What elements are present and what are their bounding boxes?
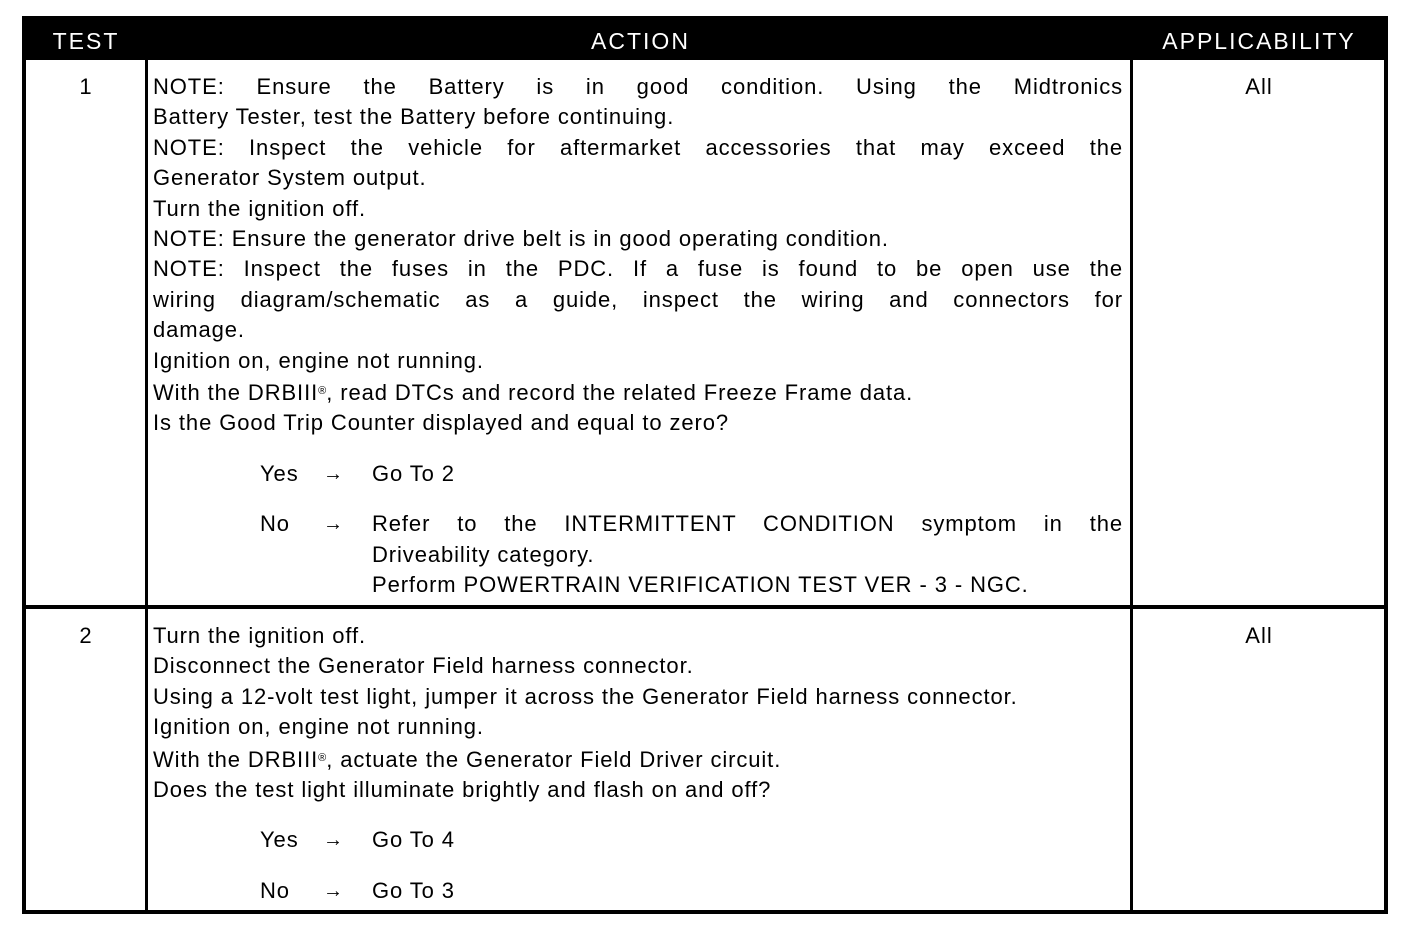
yes-answer xyxy=(153,459,1123,489)
registered-symbol: ® xyxy=(318,385,327,398)
header-action: ACTION xyxy=(591,28,690,54)
action-line: Disconnect the Generator Field harness connector. xyxy=(153,653,694,679)
action-text: With the DRBIII xyxy=(153,380,319,406)
action-line: Battery Tester, test the Battery before continuing. xyxy=(153,104,675,130)
action-line: damage. xyxy=(153,317,245,343)
header-test: TEST xyxy=(52,28,120,54)
action-text: With the DRBIII xyxy=(153,746,319,772)
yes-result: Go To 2 xyxy=(372,460,455,486)
test-number: 1 xyxy=(79,74,93,99)
diagnostic-test-table xyxy=(22,16,1388,914)
action-line: Turn the ignition off. xyxy=(153,195,367,221)
no-label: No xyxy=(260,877,290,903)
action-line: Ignition on, engine not running. xyxy=(153,714,484,740)
yes-answer xyxy=(153,825,1123,855)
action-line: Turn the ignition off. xyxy=(153,623,367,648)
registered-symbol: ® xyxy=(318,751,327,764)
action-line: NOTE: Ensure the generator drive belt is in good operating condition. xyxy=(153,226,889,252)
yes-label: Yes xyxy=(260,460,299,486)
no-result-line: Perform POWERTRAIN VERIFICATION TEST VER - 3 - NGC. xyxy=(372,572,1029,598)
action-line: Ignition on, engine not running. xyxy=(153,347,484,373)
action-line: NOTE: Inspect the fuses in the PDC. If a fuse is found to be open use the xyxy=(153,256,1123,282)
action-text: , read DTCs and record the related Freeze Frame data. xyxy=(326,380,914,406)
no-result: Go To 3 xyxy=(372,877,455,903)
action-cell xyxy=(153,72,1123,601)
action-line: wiring diagram/schematic as a guide, inspect the wiring and connectors for xyxy=(153,286,1123,312)
arrow-icon: → xyxy=(323,513,344,536)
action-line xyxy=(153,743,1123,775)
action-line: NOTE: Inspect the vehicle for aftermarket accessories that may exceed the xyxy=(153,134,1123,160)
action-line: Using a 12-volt test light, jumper it across the Generator Field harness connector. xyxy=(153,683,1018,709)
arrow-icon: → xyxy=(323,879,344,902)
table-header xyxy=(26,20,1384,60)
action-text: , actuate the Generator Field Driver circuit. xyxy=(326,746,782,772)
action-line: NOTE: Ensure the Battery is in good condition. Using the Midtronics xyxy=(153,74,1123,99)
no-result-line: Refer to the INTERMITTENT CONDITION symptom in the xyxy=(372,511,1123,537)
applicability-value: All xyxy=(1245,623,1273,648)
table-row xyxy=(26,60,1384,605)
header-applicability: APPLICABILITY xyxy=(1162,28,1356,54)
action-line: Does the test light illuminate brightly and flash on and off? xyxy=(153,777,772,803)
action-line: Is the Good Trip Counter displayed and equal to zero? xyxy=(153,410,730,436)
action-line: Generator System output. xyxy=(153,165,427,191)
no-result-line: Driveability category. xyxy=(372,541,595,567)
arrow-icon: → xyxy=(323,829,344,852)
no-label: No xyxy=(260,511,290,537)
table-row xyxy=(26,609,1384,910)
no-answer xyxy=(153,509,1123,600)
yes-result: Go To 4 xyxy=(372,827,455,853)
action-line xyxy=(153,376,1123,408)
arrow-icon: → xyxy=(323,462,344,485)
action-cell xyxy=(153,621,1123,906)
test-number: 2 xyxy=(79,623,93,648)
no-answer xyxy=(153,876,1123,906)
applicability-value: All xyxy=(1245,74,1273,99)
yes-label: Yes xyxy=(260,827,299,853)
